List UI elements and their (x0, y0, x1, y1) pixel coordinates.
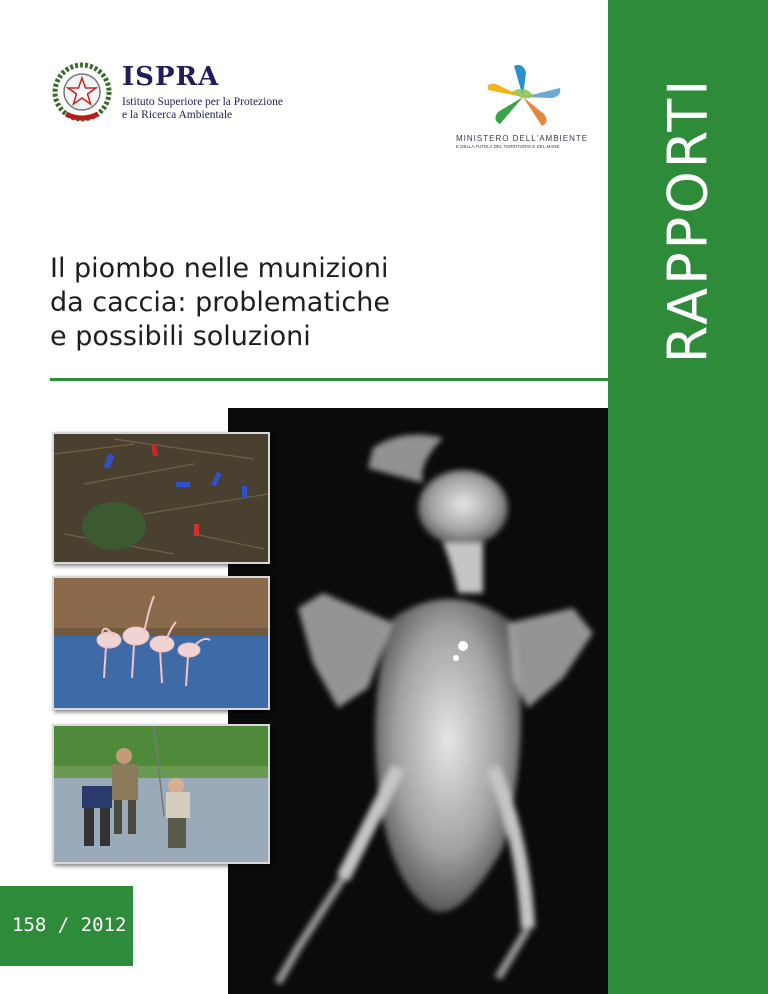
publisher-name: ISPRA (122, 62, 220, 92)
bird-xray-image (228, 408, 608, 994)
ministry-name: MINISTERO DELL'AMBIENTE (456, 134, 589, 143)
publisher-subtitle-line: Istituto Superiore per la Protezione (122, 96, 283, 108)
publisher-subtitle-line: e la Ricerca Ambientale (122, 109, 233, 121)
issue-number: 158 / 2012 (12, 914, 127, 936)
title-line: e possibili soluzioni (50, 321, 311, 352)
publisher-subtitle (122, 96, 283, 122)
photo-flamingos (52, 576, 270, 710)
ministry-subtitle: E DELLA TUTELA DEL TERRITORIO E DEL MARE (456, 144, 560, 149)
ministry-logo (448, 62, 608, 152)
title-line: da caccia: problematiche (50, 287, 390, 318)
photo-field-researchers (52, 724, 270, 864)
title-divider (50, 378, 608, 381)
republic-emblem-icon (52, 62, 112, 124)
title-line: Il piombo nelle munizioni (50, 253, 389, 284)
issue-box (0, 886, 133, 966)
ispra-logo (52, 60, 312, 130)
photo-spent-cartridges (52, 432, 270, 564)
report-title (50, 252, 390, 354)
ministry-star-icon (484, 62, 562, 132)
series-label: RAPPORTI (656, 76, 720, 364)
